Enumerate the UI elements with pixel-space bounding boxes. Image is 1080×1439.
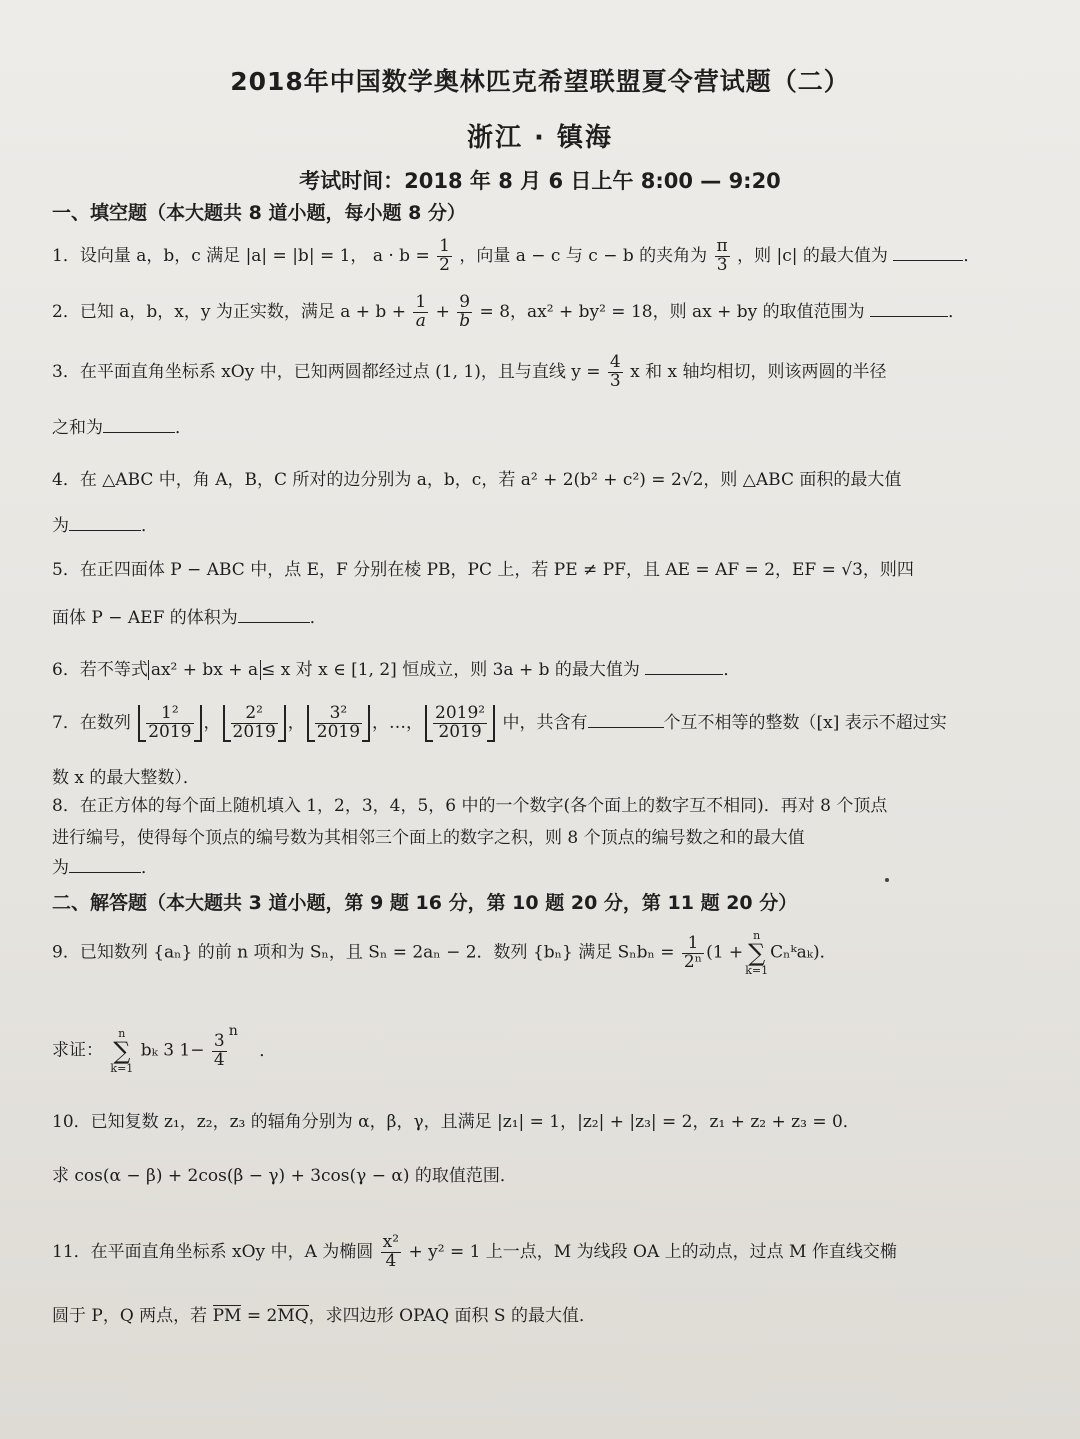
q11-frac-num: x² [382, 1232, 400, 1252]
q11-vector-mq: MQ [277, 1306, 309, 1326]
question-8-line-2: 进行编号，使得每个顶点的编号数为其相邻三个面上的数字之积，则 8 个顶点的编号数之和的最大值 [52, 828, 805, 848]
q9-proof-summation [110, 1028, 133, 1074]
paper-speck [885, 878, 889, 882]
exam-location: 浙江 · 镇海 [467, 123, 613, 153]
q7-text-a: 7．在数列 [52, 712, 131, 733]
q7-text-b: 中，共含有 [502, 712, 588, 733]
q11-text-c: 圆于 P，Q 两点，若 [52, 1306, 213, 1326]
q9-sum-top: n [753, 929, 761, 942]
q3-text-c: 之和为 [52, 418, 103, 438]
q6-answer-blank[interactable] [645, 673, 723, 675]
q9-frac-den: 2ⁿ [683, 951, 703, 972]
q1-frac2-den: 3 [716, 254, 728, 275]
q9-proof-sum-top: n [118, 1027, 126, 1040]
q7-t3-num: 3² [315, 705, 362, 724]
q2-frac1-den: a [415, 310, 426, 331]
q1-fraction-pi3 [715, 238, 730, 275]
q9-proof-term: bₖ 3 1− [140, 1040, 205, 1061]
q8-end: ． [141, 858, 158, 878]
question-10-line-2: 求 cos(α − β) + 2cos(β − γ) + 3cos(γ − α) 的取值范围． [52, 1166, 517, 1186]
q3-answer-blank[interactable] [103, 431, 175, 433]
question-5-cont [52, 608, 962, 628]
q1-fraction-half [437, 238, 452, 275]
q1-frac2-num: π [716, 236, 728, 256]
q7-text-d: 数 x 的最大整数）． [52, 768, 200, 788]
q11-frac-den: 4 [385, 1250, 397, 1271]
q11-fraction [381, 1234, 401, 1271]
exam-time: 考试时间：2018 年 8 月 6 日上午 8:00 — 9:20 [299, 169, 781, 193]
q11-text-b: + y² = 1 上一点，M 为线段 OA 上的动点，过点 M 作直线交椭 [408, 1241, 897, 1262]
q7-tn-num: 2019² [435, 703, 486, 723]
q7-t3-den: 2019 [316, 721, 361, 742]
q7-floor-term-1 [138, 705, 201, 742]
q1-text-c: ，则 |c| 的最大值为 [737, 245, 888, 266]
q9-text-a: 9．已知数列 {aₙ} 的前 n 项和为 Sₙ，且 Sₙ = 2aₙ − 2．数列 {bₙ} 满足 Sₙbₙ = [52, 942, 675, 963]
question-8-line-3 [52, 858, 962, 878]
q9-proof-sum-sigma: ∑ [113, 1037, 131, 1065]
q4-answer-blank[interactable] [69, 529, 141, 531]
q8-text-l3: 为 [52, 858, 69, 878]
q9-sum-bottom: k=1 [745, 964, 769, 977]
q9-frac-num: 1 [682, 935, 704, 954]
question-6 [52, 660, 962, 680]
q1-end: ． [963, 245, 981, 266]
question-7 [52, 705, 962, 742]
q5-text-a: 5．在正四面体 P − ABC 中，点 E，F 分别在棱 PB，PC 上，若 PE ≠ PF，且 AE = AF = 2，EF = √3，则四 [52, 560, 914, 580]
q2-text-a: 2．已知 a，b，x，y 为正实数，满足 a + b + [52, 301, 406, 322]
q5-answer-blank[interactable] [238, 621, 310, 623]
q1-text-b: ，向量 a − c 与 c − b 的夹角为 [459, 245, 708, 266]
q7-floor-term-3 [307, 705, 370, 742]
question-8-line-1: 8．在正方体的每个面上随机填入 1，2，3，4，5，6 中的一个数字(各个面上的数字互不相同)．再对 8 个顶点 [52, 796, 888, 816]
q3-fraction-43 [608, 354, 623, 391]
q1-text-a: 1．设向量 a，b，c 满足 |a| = |b| = 1， a · b = [52, 245, 430, 266]
q6-absolute-value: ax² + bx + a [148, 660, 261, 680]
q5-end: ． [309, 608, 327, 628]
section-fill-in-blank: 一、填空题（本大题共 8 道小题，每小题 8 分） [52, 202, 466, 224]
q3-frac-den: 3 [609, 370, 621, 391]
exam-title: 2018年中国数学奥林匹克希望联盟夏令营试题（二） [230, 67, 850, 96]
q2-fraction-1a [413, 294, 428, 331]
question-4-cont [52, 516, 962, 536]
q9-summation [745, 930, 768, 976]
q9-text-b: (1 + [706, 942, 744, 963]
question-10-line-1: 10．已知复数 z₁，z₂，z₃ 的辐角分别为 α，β，γ，且满足 |z₁| = 1，|z₂| + |z₃| = 2，z₁ + z₂ + z₃ = 0． [52, 1112, 860, 1132]
q11-vector-pm: PM [212, 1306, 242, 1326]
q7-comma-1: ， [203, 712, 221, 733]
q9-proof-frac-den: 4 [213, 1049, 225, 1070]
question-1 [52, 236, 981, 275]
q3-text-b: x 和 x 轴均相切，则该两圆的半径 [630, 361, 887, 382]
question-4 [52, 470, 962, 490]
q2-answer-blank[interactable] [870, 315, 948, 317]
q2-text-b: = 8，ax² + by² = 18，则 ax + by 的取值范围为 [479, 301, 865, 322]
q6-end: ． [723, 660, 741, 680]
q9-fraction [682, 932, 704, 972]
q7-floor-term-2 [223, 705, 286, 742]
q11-text-a: 11．在平面直角坐标系 xOy 中，A 为椭圆 [52, 1241, 374, 1262]
q7-floor-term-n [425, 705, 495, 742]
q2-end: ． [948, 301, 966, 322]
q9-proof-end: ． [259, 1040, 277, 1061]
q7-comma-2: ， [287, 712, 305, 733]
q2-frac1-num: 1 [415, 292, 427, 312]
q7-t1-den: 2019 [148, 721, 192, 742]
q9-proof-frac-num: 3 [213, 1030, 225, 1051]
q7-answer-blank[interactable] [588, 726, 664, 728]
q2-plus: + [435, 301, 450, 322]
q7-t2-den: 2019 [232, 721, 276, 742]
q7-t1-num: 1² [146, 705, 193, 724]
question-5 [52, 560, 962, 580]
q1-frac1-num: 1 [439, 236, 450, 256]
q7-text-c: 个互不相等的整数（[x] 表示不超过实 [663, 712, 947, 733]
question-7-cont [52, 768, 962, 788]
q4-text-a: 4．在 △ABC 中，角 A，B，C 所对的边分别为 a，b，c，若 a² + 2(b² + c²) = 2√2，则 △ABC 面积的最大值 [52, 470, 902, 490]
q6-text-b: ≤ x 对 x ∈ [1, 2] 恒成立，则 3a + b 的最大值为 [261, 660, 640, 680]
q11-text-d: ，求四边形 OPAQ 面积 S 的最大值． [308, 1306, 596, 1326]
q2-frac2-den: b [459, 310, 471, 331]
question-2 [52, 292, 966, 331]
section-answer-questions: 二、解答题（本大题共 3 道小题，第 9 题 16 分，第 10 题 20 分，第 11 题 20 分） [52, 892, 798, 914]
q4-text-b: 为 [52, 516, 69, 536]
question-3 [52, 354, 962, 391]
q9-proof-exponent: n [228, 1022, 238, 1039]
q2-frac2-num: 9 [457, 294, 472, 313]
q3-frac-num: 4 [609, 352, 621, 372]
q4-end: ． [141, 516, 158, 536]
q9-sum-sigma: ∑ [748, 939, 766, 967]
question-9-proof [52, 1022, 962, 1075]
q5-text-b: 面体 P − AEF 的体积为 [52, 608, 238, 628]
q6-text-a: 6．若不等式 [52, 660, 148, 680]
question-9 [52, 930, 962, 976]
q9-proof-label: 求证： [52, 1040, 103, 1061]
q9-text-c: Cₙᵏaₖ)． [770, 942, 837, 963]
q1-frac1-den: 2 [439, 254, 450, 275]
q7-ellipsis: ，…， [372, 712, 424, 733]
q2-fraction-9b [457, 294, 472, 331]
q3-end: ． [175, 418, 192, 438]
q7-tn-den: 2019 [438, 721, 482, 742]
q7-t2-num: 2² [231, 705, 278, 724]
question-3-cont [52, 418, 962, 438]
q3-text-a: 3．在平面直角坐标系 xOy 中，已知两圆都经过点 (1, 1)，且与直线 y = [52, 361, 601, 382]
question-11 [52, 1234, 962, 1271]
q9-proof-fraction [212, 1030, 227, 1070]
q11-eq: = 2 [241, 1306, 278, 1326]
q9-proof-sum-bottom: k=1 [110, 1062, 134, 1075]
question-11-cont [52, 1306, 962, 1326]
q1-answer-blank[interactable] [893, 259, 963, 261]
q8-answer-blank[interactable] [69, 871, 141, 873]
